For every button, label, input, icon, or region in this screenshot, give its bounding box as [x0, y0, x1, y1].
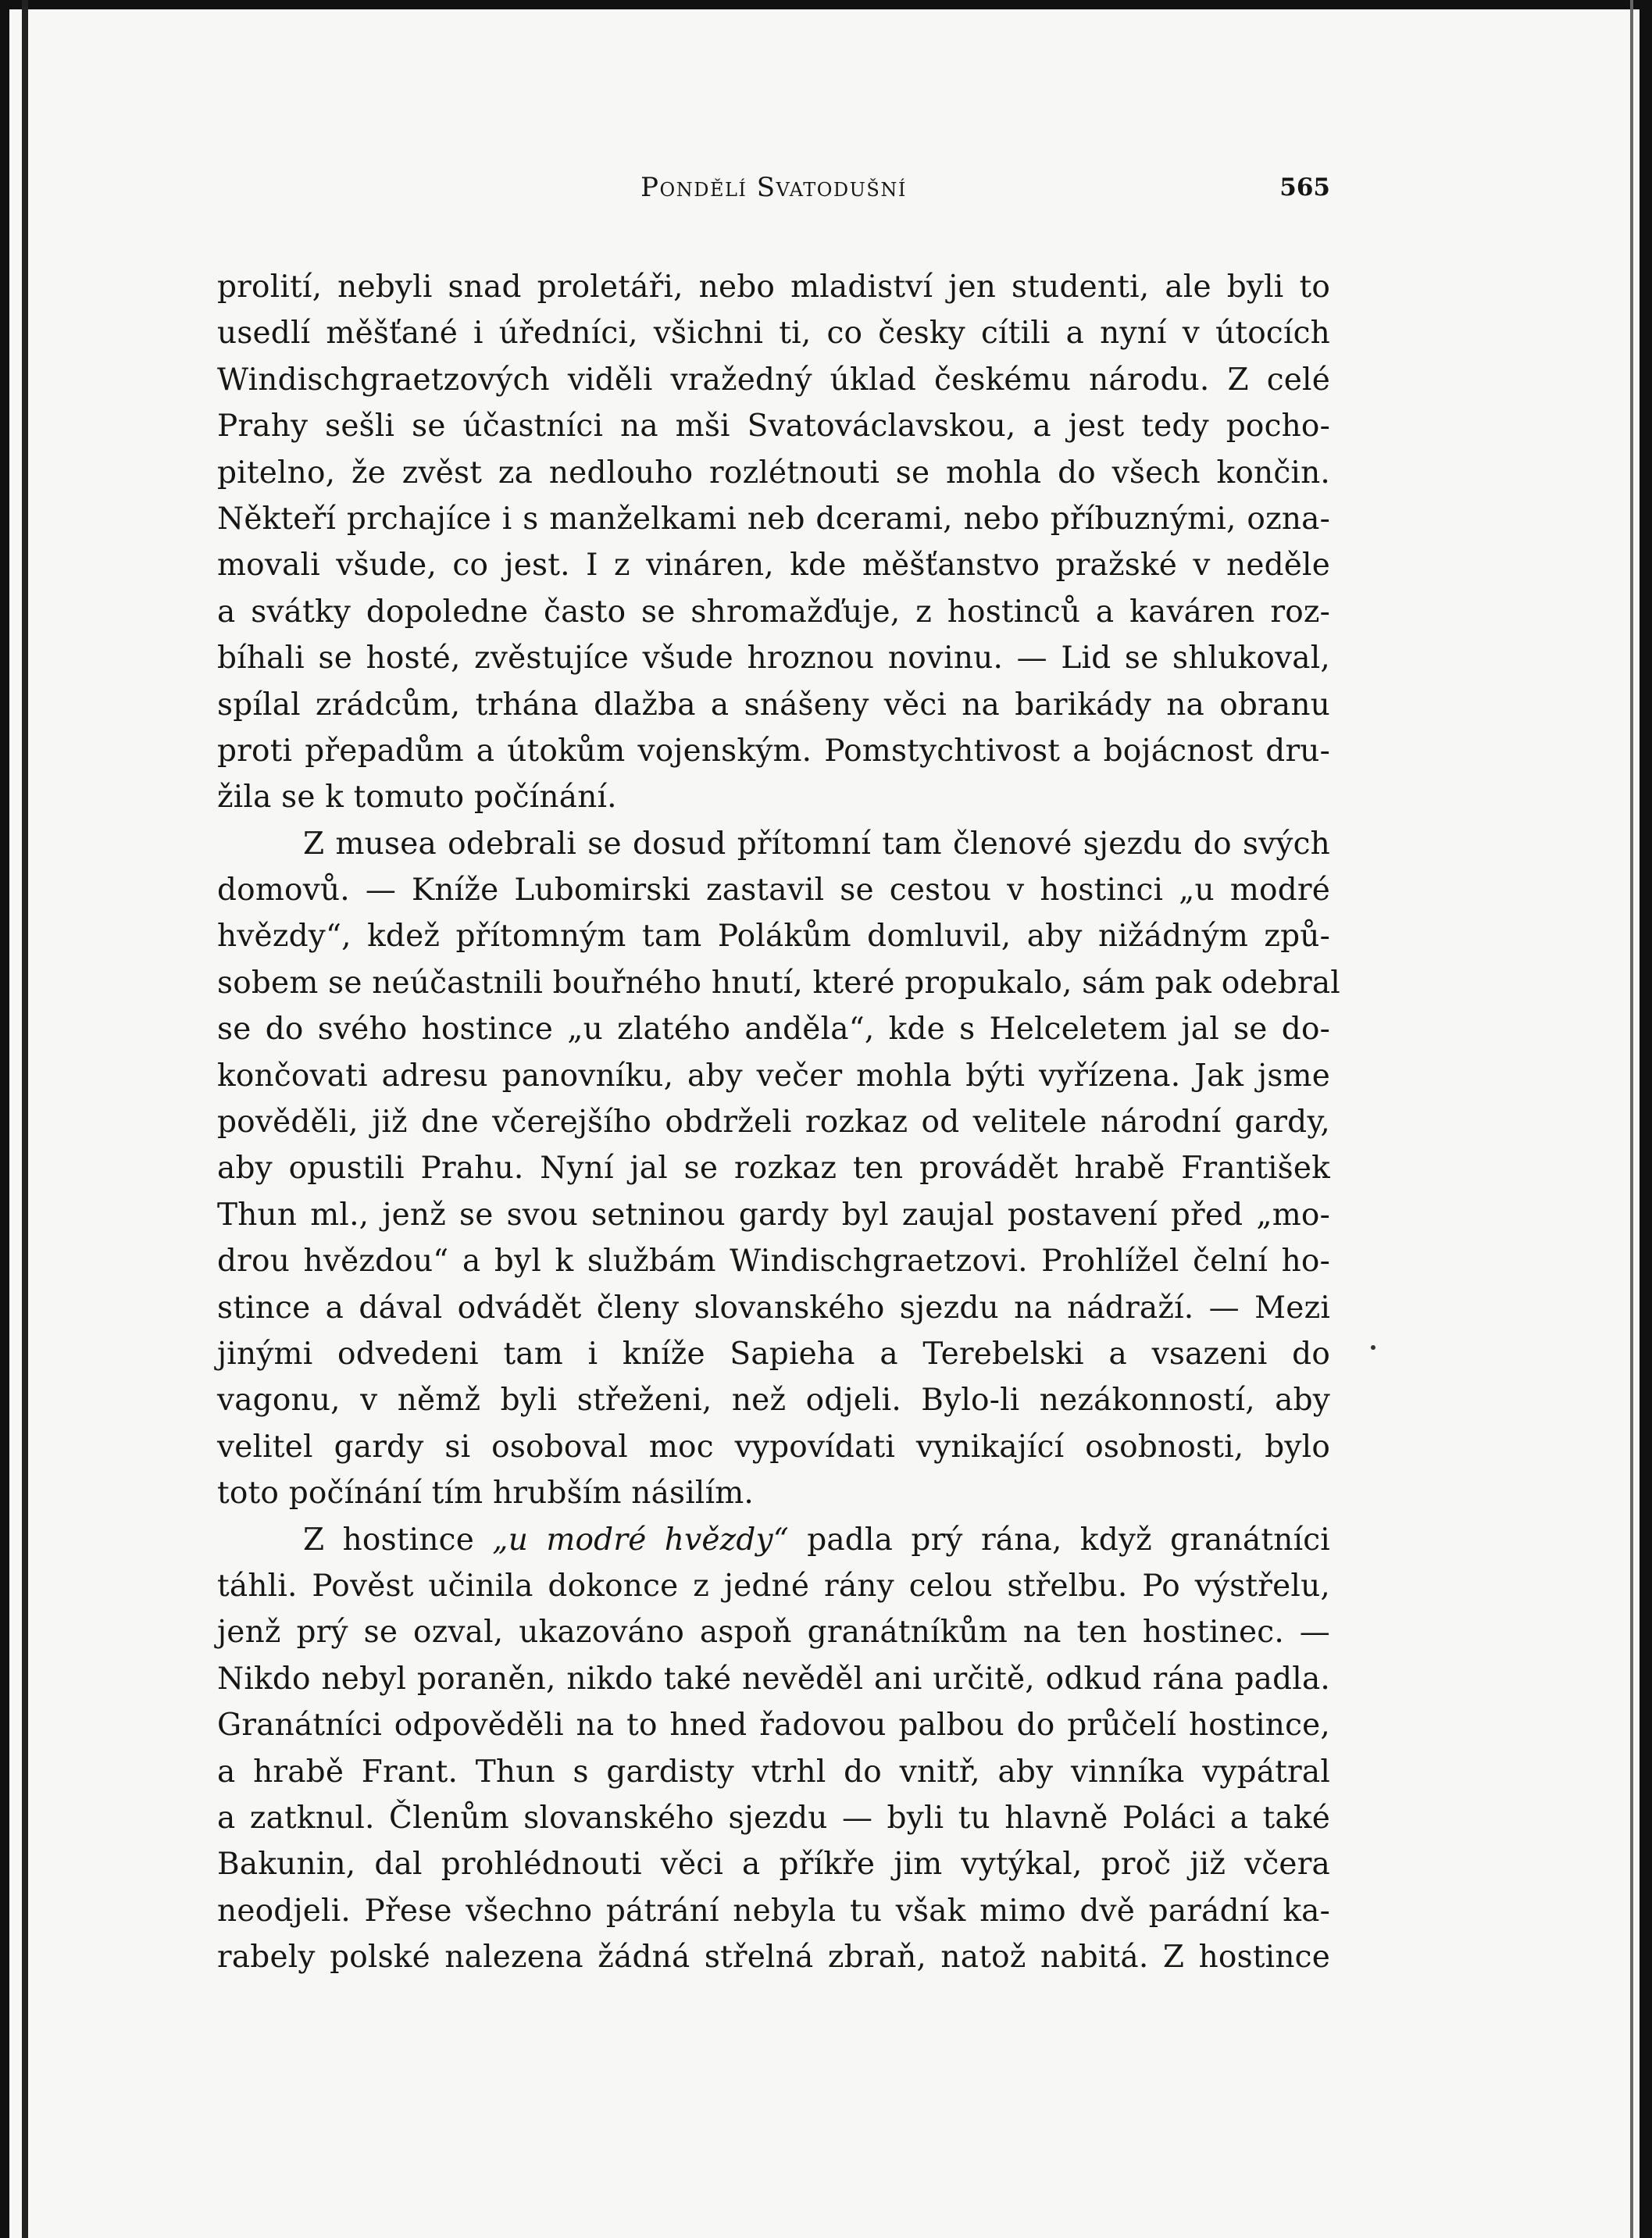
text-line: movali všude, co jest. I z vináren, kde měšťanstvo pražské v neděle	[217, 548, 1330, 584]
text-line: rabely polské nalezena žádná střelná zbraň, natož nabitá. Z hostince	[217, 1940, 1330, 1976]
page-number: 565	[1279, 173, 1330, 202]
text-span: Z hostince	[303, 1522, 493, 1558]
text-line: aby opustili Prahu. Nyní jal se rozkaz ten provádět hrabě František	[217, 1151, 1330, 1187]
text-line: bíhali se hosté, zvěstujíce všude hroznou novinu. — Lid se shlukoval,	[217, 641, 1330, 676]
scan-border-right-inner	[1630, 0, 1633, 2238]
text-line: Bakunin, dal prohlédnouti věci a příkře jim vytýkal, proč již včera	[217, 1847, 1330, 1883]
text-line: Prahy sešli se účastníci na mši Svatováclavskou, a jest tedy pocho-	[217, 409, 1330, 444]
text-line: proti přepadům a útokům vojenským. Pomstychtivost a bojácnost dru-	[217, 733, 1330, 769]
text-line: se do svého hostince „u zlatého anděla“, kde s Helceletem jal se do-	[217, 1012, 1330, 1048]
text-line: velitel gardy si osoboval moc vypovídati vynikající osobnosti, bylo	[217, 1429, 1330, 1465]
scan-border-right	[1640, 0, 1652, 2238]
text-line: žila se k tomuto počínání.	[217, 780, 617, 816]
text-line: jinými odvedeni tam i kníže Sapieha a Terebelski a vsazeni do	[217, 1336, 1330, 1372]
text-line: Thun ml., jenž se svou setninou gardy byl zaujal postavení před „mo-	[217, 1197, 1330, 1233]
text-line: Někteří prchajíce i s manželkami neb dcerami, nebo příbuznými, ozna-	[217, 501, 1330, 537]
text-line: pověděli, již dne včerejšího obdrželi rozkaz od velitele národní gardy,	[217, 1105, 1330, 1140]
running-title: Pondělí Svatodušní	[640, 172, 907, 203]
scan-border-left-inner	[22, 0, 28, 2238]
text-line: spílal zrádcům, trhána dlažba a snášeny věci na barikády na obranu	[217, 687, 1330, 723]
text-line: hvězdy“, kdež přítomným tam Polákům domluvil, aby nižádným způ-	[217, 919, 1330, 955]
text-line: domovů. — Kníže Lubomirski zastavil se cestou v hostinci „u modré	[217, 873, 1330, 908]
text-line: toto počínání tím hrubším násilím.	[217, 1476, 755, 1512]
text-span: padla prý rána, když granátníci	[788, 1522, 1330, 1558]
running-head	[217, 172, 1330, 219]
text-line: sobem se neúčastnili bouřného hnutí, které propukalo, sám pak odebral	[217, 965, 1340, 1001]
scan-border-left	[0, 0, 9, 2238]
text-line: a svátky dopoledne často se shromažďuje, z hostinců a kaváren roz-	[217, 594, 1330, 630]
text-line: drou hvězdou“ a byl k službám Windischgraetzovi. Prohlížel čelní ho-	[217, 1244, 1330, 1280]
italic-inn-name: „u modré hvězdy“	[492, 1522, 789, 1558]
text-line: končovati adresu panovníku, aby večer mohla býti vyřízena. Jak jsme	[217, 1058, 1330, 1094]
text-line: vagonu, v němž byli střeženi, než odjeli. Bylo-li nezákonností, aby	[217, 1383, 1330, 1419]
text-line: prolití, nebyli snad proletáři, nebo mladiství jen studenti, ale byli to	[217, 269, 1330, 305]
text-line: neodjeli. Přese všechno pátrání nebyla tu však mimo dvě parádní ka-	[217, 1893, 1330, 1929]
scan-border-top	[0, 0, 1652, 9]
text-line: jenž prý se ozval, ukazováno aspoň granátníkům na ten hostinec. —	[217, 1615, 1330, 1651]
text-line: usedlí měšťané i úředníci, všichni ti, co česky cítili a nyní v útocích	[217, 316, 1330, 352]
text-line: táhli. Pověst učinila dokonce z jedné rány celou střelbu. Po výstřelu,	[217, 1568, 1330, 1604]
text-line: a zatknul. Členům slovanského sjezdu — byli tu hlavně Poláci a také	[217, 1800, 1330, 1836]
text-line: a hrabě Frant. Thun s gardisty vtrhl do vnitř, aby vinníka vypátral	[217, 1754, 1330, 1790]
text-line: Nikdo nebyl poraněn, nikdo také nevěděl ani určitě, odkud rána padla.	[217, 1661, 1330, 1697]
text-line: pitelno, že zvěst za nedlouho rozlétnouti se mohla do všech končin.	[217, 455, 1330, 491]
text-line: stince a dával odvádět členy slovanského sjezdu na nádraží. — Mezi	[217, 1290, 1330, 1326]
text-line	[217, 1517, 1330, 1563]
text-line: Granátníci odpověděli na to hned řadovou palbou do průčelí hostince,	[217, 1708, 1330, 1744]
text-body	[217, 264, 1340, 1980]
margin-dot	[1371, 1345, 1375, 1350]
text-line: Windischgraetzových viděli vražedný úklad českému národu. Z celé	[217, 362, 1330, 398]
text-line: Z musea odebrali se dosud přítomní tam členové sjezdu do svých	[303, 826, 1330, 862]
